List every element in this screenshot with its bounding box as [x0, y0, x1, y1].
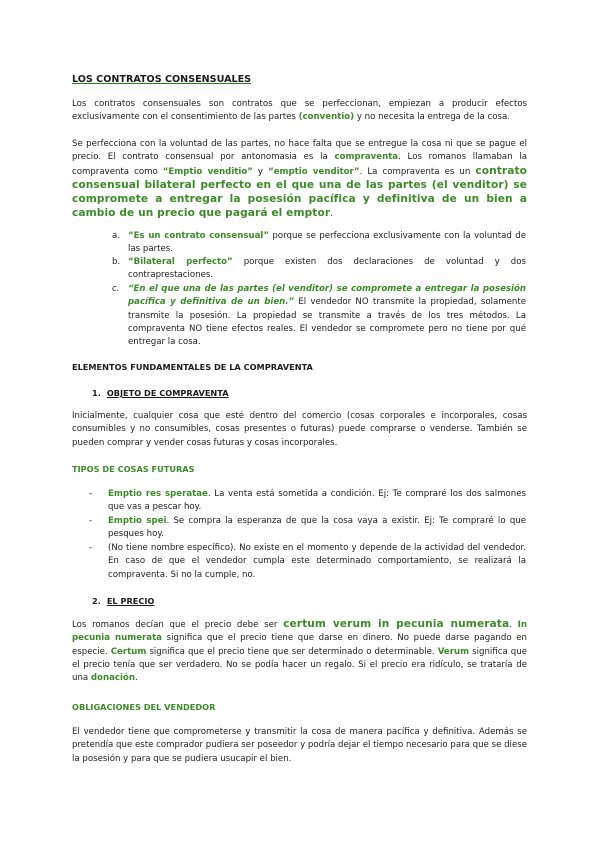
- section-heading: TIPOS DE COSAS FUTURAS: [72, 464, 195, 474]
- list-label: c.: [112, 284, 120, 294]
- text: significa que el precio tiene que ser determinado o determinable.: [146, 646, 438, 657]
- bullet: -: [89, 543, 93, 553]
- text: Los romanos decían que el precio debe ser: [72, 620, 284, 630]
- heading-label: EL PRECIO: [106, 596, 155, 606]
- list-highlight: “En el que una de las partes (el venditor) se compromete a entregar la posesión pacífica y definitiva de un bien.”: [128, 284, 526, 308]
- certum-term: Certum: [110, 646, 147, 657]
- section-heading: OBLIGACIONES DEL VENDEDOR: [72, 702, 216, 712]
- heading-number: 1.: [92, 388, 101, 398]
- verum-term: Verum: [437, 646, 470, 657]
- intro-paragraph: [72, 98, 527, 125]
- text: y: [252, 166, 269, 177]
- heading-number: 2.: [92, 596, 101, 606]
- list-item: [112, 283, 526, 349]
- section-heading: ELEMENTOS FUNDAMENTALES DE LA COMPRAVENTA: [72, 362, 313, 372]
- list-text: . Se compra la esperanza de que la cosa vaya a existir. Ej: Te compraré lo que pesques hoy.: [108, 516, 527, 540]
- numbered-heading: [92, 596, 154, 606]
- objeto-paragraph: Inicialmente, cualquier cosa que esté dentro del comercio (cosas corporales e incorporales, cosas consumibles y no consumibles, cosas presentes o futuras) puede comprarse o venderse. También se pueden comprar y vender cosas futuras y cosas incorporales.: [72, 411, 527, 448]
- bullet: -: [89, 489, 93, 499]
- list-text: porque se perfecciona exclusivamente con la voluntad de las partes.: [128, 231, 526, 255]
- list-highlight: Emptio res speratae: [108, 489, 208, 499]
- in-pecunia-term: In pecunia numerata: [72, 620, 527, 644]
- donacion-term: donación: [90, 673, 135, 684]
- list-item: [112, 230, 526, 257]
- list-label: a.: [112, 231, 120, 241]
- text: .: [134, 673, 138, 684]
- emptio-venditor-term: “emptio venditor”: [268, 166, 360, 177]
- numbered-heading: [92, 388, 229, 398]
- compraventa-term: compraventa: [334, 152, 399, 163]
- list-label: b.: [112, 257, 121, 267]
- compraventa-definition: contrato consensual bilateral perfecto en el que una de las partes (el venditor) se compromete a entregar la posesión pacífica y definitiva de un bien a cambio de un precio que pagará el emptor: [72, 164, 527, 220]
- list-item: [89, 542, 526, 582]
- precio-paragraph: [72, 618, 527, 685]
- list-text: El vendedor NO transmite la propiedad, solamente transmite la posesión. La propiedad se transmite a través de los tres métodos. La compraventa NO tiene efectos reales. El vendedor se compromete pero no tiene por qué entregar la cosa.: [128, 297, 526, 348]
- conventio-term: (conventio): [298, 112, 355, 123]
- text: significa que el precio tenía que ser verdadero. No se podía hacer un regalo. Si el precio era ridículo, se trataría de una: [72, 646, 528, 684]
- text: .: [509, 620, 518, 630]
- text: . Los romanos llamaban la compraventa como: [72, 152, 527, 177]
- text: .: [330, 209, 333, 220]
- list-highlight: “Es un contrato consensual”: [128, 231, 269, 241]
- document-title: LOS CONTRATOS CONSENSUALES: [72, 74, 252, 85]
- text: . La compraventa es un: [359, 166, 476, 177]
- intro-text: Los contratos consensuales son contratos que se perfeccionan, empiezan a producir efectos exclusivamente con el consentimiento de las partes: [72, 99, 527, 123]
- list-item: [112, 256, 526, 283]
- certum-verum-term: certum verum in pecunia numerata: [283, 618, 510, 630]
- list-text: porque existen dos declaraciones de voluntad y dos contraprestaciones.: [128, 257, 526, 281]
- text: significa que el precio tiene que darse en dinero. No puede darse pagando en especie.: [72, 633, 528, 657]
- vendedor-paragraph: El vendedor tiene que comprometerse y transmitir la cosa de manera pacífica y definitiva. Además se pretendía que este comprador pudiera ser poseedor y podría dejar el tiempo necesario para que se diese la posesión y para que se pudiera usucapir el bien.: [72, 727, 527, 764]
- intro-text-end: y no necesita la entrega de la cosa.: [354, 112, 510, 123]
- heading-label: OBJETO DE COMPRAVENTA: [106, 388, 229, 398]
- list-highlight: Emptio spei: [108, 516, 167, 526]
- emptio-venditio-term: “Emptio venditio”: [162, 166, 253, 177]
- list-item: [89, 488, 526, 515]
- list-text: (No tiene nombre específico). No existe en el momento y depende de la actividad del vendedor. En caso de que el vendedor cumpla este determinado comportamiento, se realizará la compraventa. Si no la cumple, no.: [108, 543, 526, 580]
- list-highlight: “Bilateral perfecto”: [128, 257, 233, 267]
- list-text: . La venta está sometida a condición. Ej: Te compraré los dos salmones que vas a pescar hoy.: [108, 489, 526, 513]
- bullet: -: [89, 516, 93, 526]
- text: Se perfecciona con la voluntad de las partes, no hace falta que se entregue la cosa ni que se pague el precio. El contrato consensual por antonomasia es la: [72, 139, 527, 163]
- list-item: [89, 515, 527, 542]
- compraventa-paragraph: [72, 138, 527, 222]
